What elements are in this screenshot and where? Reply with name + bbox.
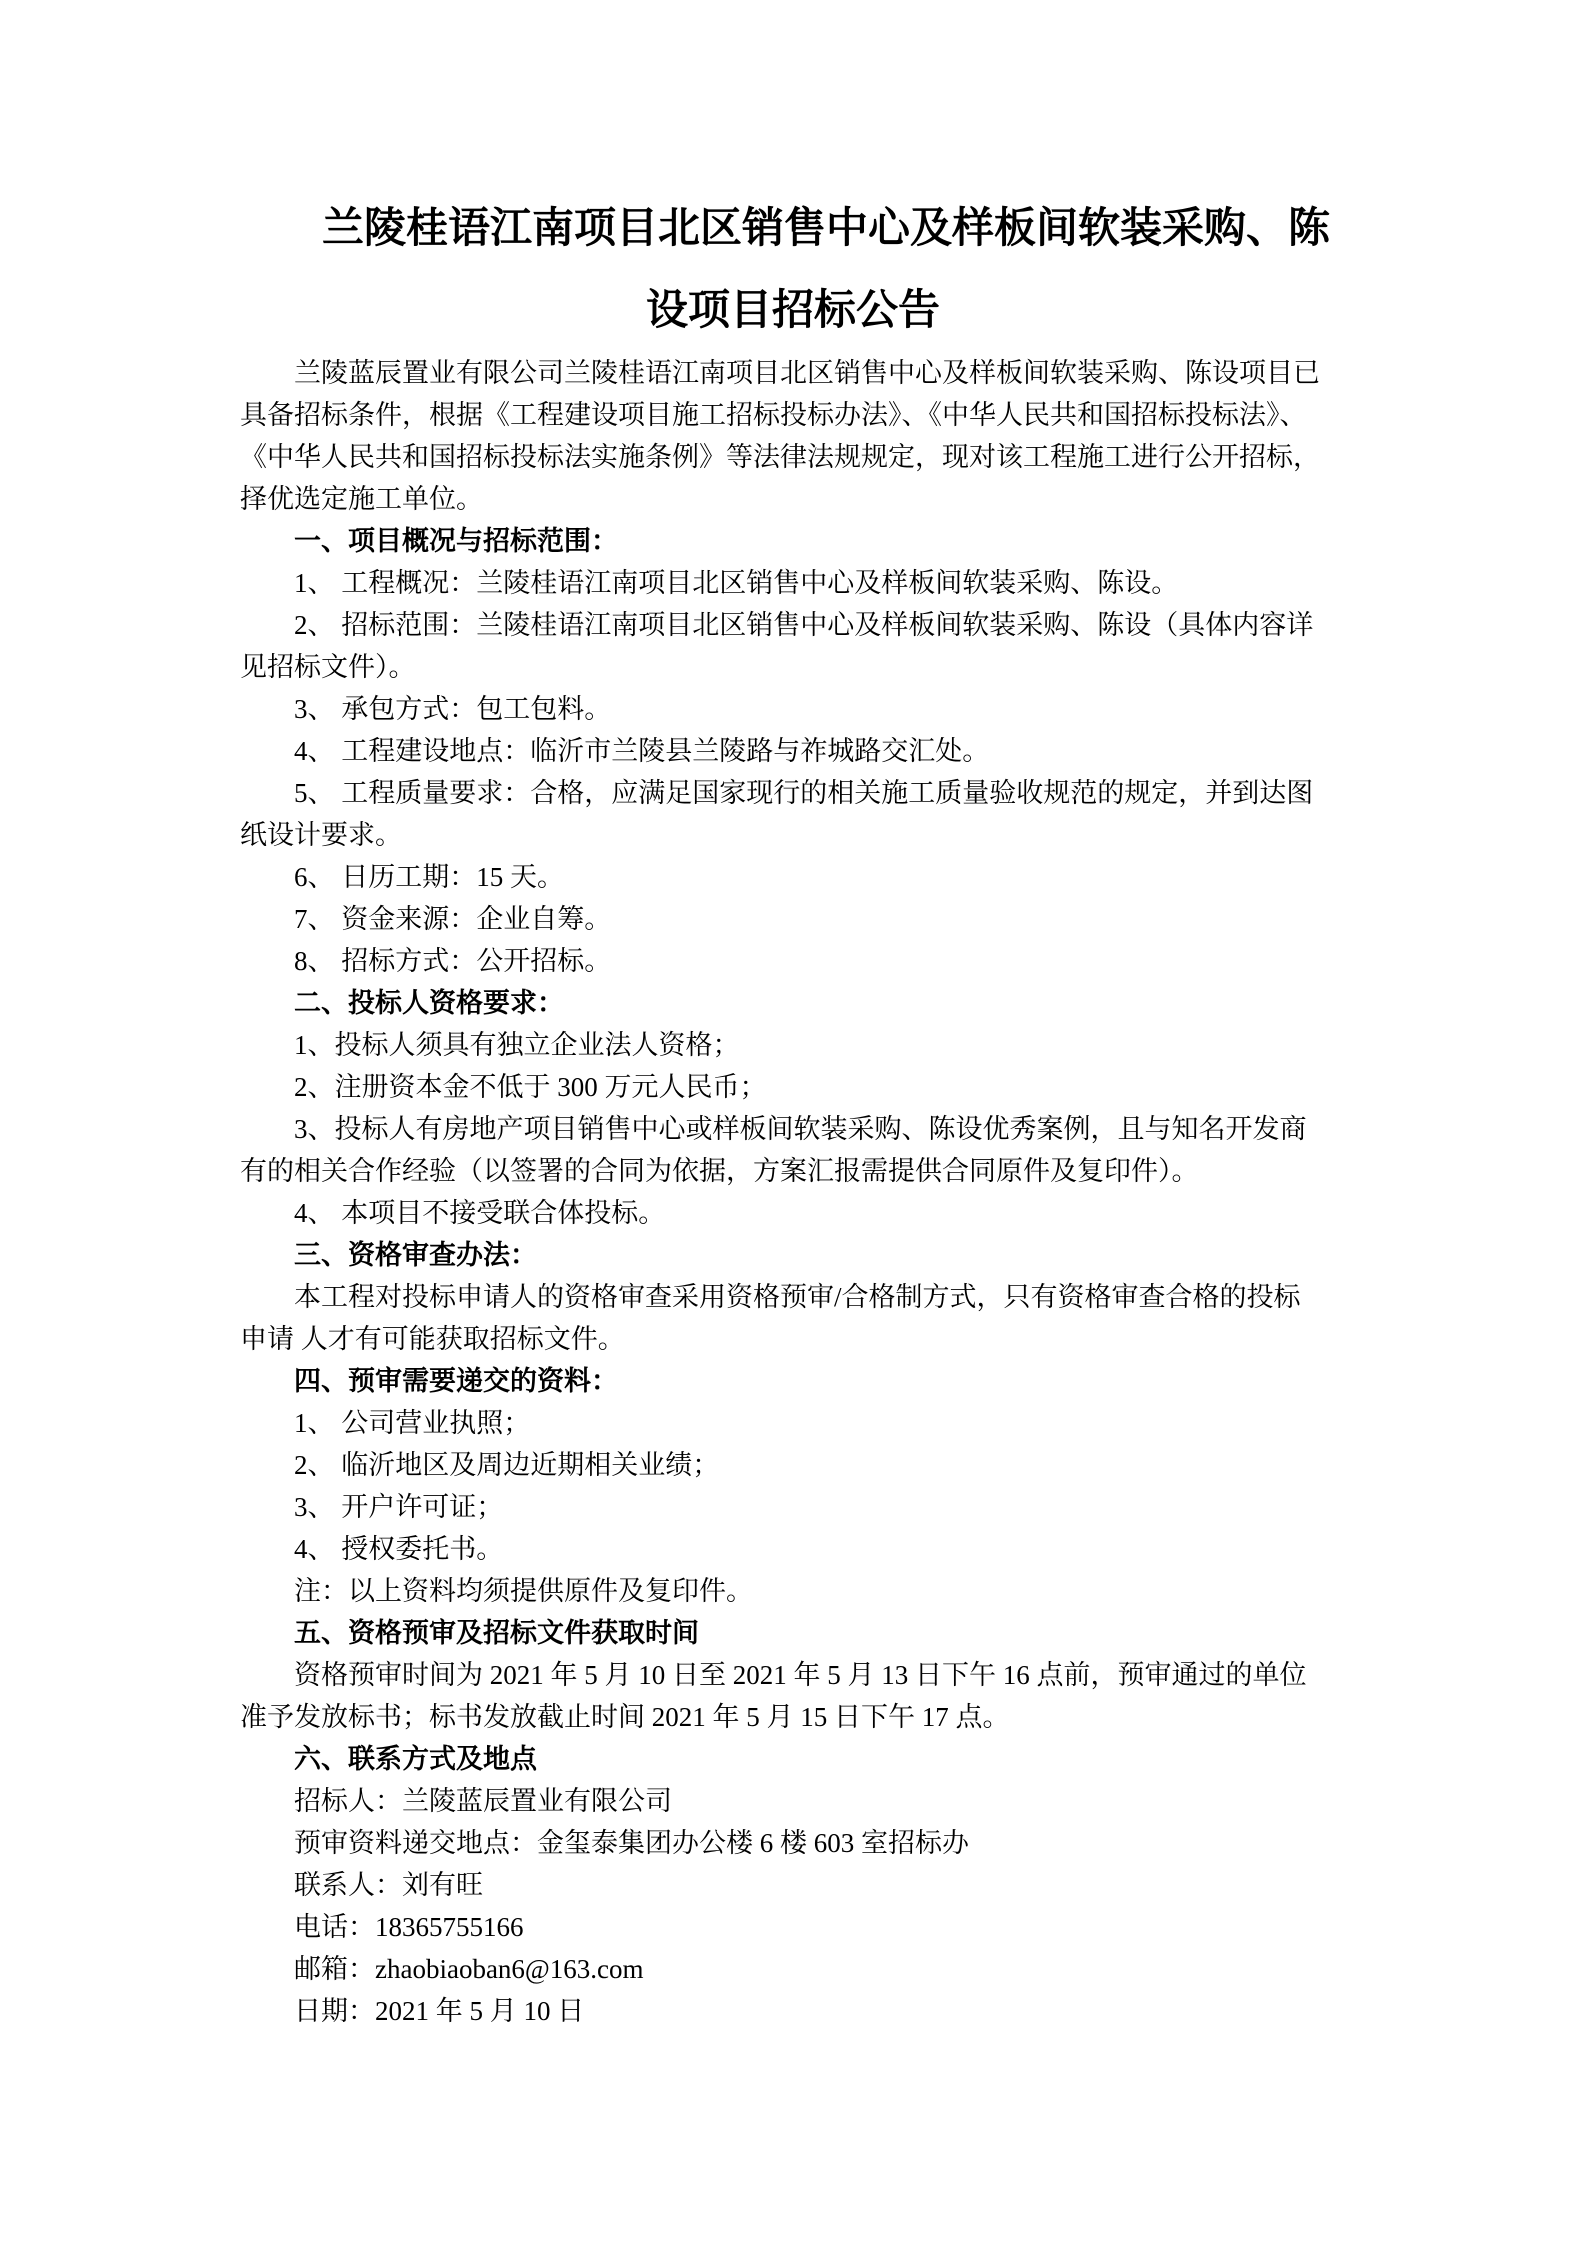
text-line: 电话：18365755166: [294, 1912, 524, 1942]
text-line: 3、 承包方式：包工包料。: [294, 694, 612, 724]
section-heading: 三、资格审查办法：: [294, 1240, 537, 1270]
document-body: [240, 188, 1346, 2032]
text-line: 日期：2021 年 5 月 10 日: [294, 1996, 585, 2026]
text-line: 2、 招标范围：兰陵桂语江南项目北区销售中心及样板间软装采购、陈设（具体内容详: [294, 610, 1314, 640]
text-line: 准予发放标书；标书发放截止时间 2021 年 5 月 15 日下午 17 点。: [240, 1702, 1010, 1732]
text-line: 4、 授权委托书。: [294, 1534, 504, 1564]
text-line: 兰陵蓝辰置业有限公司兰陵桂语江南项目北区销售中心及样板间软装采购、陈设项目已: [294, 358, 1320, 388]
text-line: 8、 招标方式：公开招标。: [294, 946, 612, 976]
title-line-2: 设项目招标公告: [645, 288, 940, 334]
text-line: 纸设计要求。: [240, 820, 402, 850]
document-lines: [240, 352, 1346, 2032]
text-line: 有的相关合作经验（以签署的合同为依据，方案汇报需提供合同原件及复印件）。: [240, 1156, 1199, 1186]
section-heading: 二、投标人资格要求：: [294, 988, 564, 1018]
text-line: 1、 工程概况：兰陵桂语江南项目北区销售中心及样板间软装采购、陈设。: [294, 568, 1179, 598]
text-line: 择优选定施工单位。: [240, 484, 483, 514]
text-line: 7、 资金来源：企业自筹。: [294, 904, 612, 934]
document-title: [240, 188, 1346, 352]
text-line: 2、 临沂地区及周边近期相关业绩；: [294, 1450, 720, 1480]
text-line: 3、 开户许可证；: [294, 1492, 504, 1522]
section-heading: 一、项目概况与招标范围：: [294, 526, 618, 556]
text-line: 邮箱：zhaobiaoban6@163.com: [294, 1954, 644, 1984]
text-line: 1、 公司营业执照；: [294, 1408, 531, 1438]
text-line: 招标人：兰陵蓝辰置业有限公司: [294, 1786, 672, 1816]
text-line: 本工程对投标申请人的资格审查采用资格预审/合格制方式，只有资格审查合格的投标: [294, 1282, 1301, 1312]
text-line: 注：以上资料均须提供原件及复印件。: [294, 1576, 753, 1606]
title-line-1: 兰陵桂语江南项目北区销售中心及样板间软装采购、陈: [322, 206, 1331, 252]
section-heading: 四、预审需要递交的资料：: [294, 1366, 618, 1396]
text-line: 《中华人民共和国招标投标法实施条例》等法律法规规定，现对该工程施工进行公开招标，: [240, 442, 1320, 472]
text-line: 见招标文件）。: [240, 652, 416, 682]
text-line: 申请 人才有可能获取招标文件。: [240, 1324, 625, 1354]
text-line: 预审资料递交地点：金玺泰集团办公楼 6 楼 603 室招标办: [294, 1828, 969, 1858]
text-line: 6、 日历工期：15 天。: [294, 862, 564, 892]
text-line: 4、 本项目不接受联合体投标。: [294, 1198, 666, 1228]
text-line: 联系人：刘有旺: [294, 1870, 483, 1900]
text-line: 2、注册资本金不低于 300 万元人民币；: [294, 1072, 767, 1102]
text-line: 4、 工程建设地点：临沂市兰陵县兰陵路与祚城路交汇处。: [294, 736, 990, 766]
section-heading: 五、资格预审及招标文件获取时间: [294, 1618, 699, 1648]
text-line: 具备招标条件，根据《工程建设项目施工招标投标办法》、《中华人民共和国招标投标法》、: [240, 400, 1307, 430]
text-line: 5、 工程质量要求：合格，应满足国家现行的相关施工质量验收规范的规定，并到达图: [294, 778, 1314, 808]
text-line: 3、投标人有房地产项目销售中心或样板间软装采购、陈设优秀案例，且与知名开发商: [294, 1114, 1307, 1144]
text-line: 资格预审时间为 2021 年 5 月 10 日至 2021 年 5 月 13 日下午 16 点前，预审通过的单位: [294, 1660, 1307, 1690]
section-heading: 六、联系方式及地点: [294, 1744, 537, 1774]
text-line: 1、投标人须具有独立企业法人资格；: [294, 1030, 740, 1060]
